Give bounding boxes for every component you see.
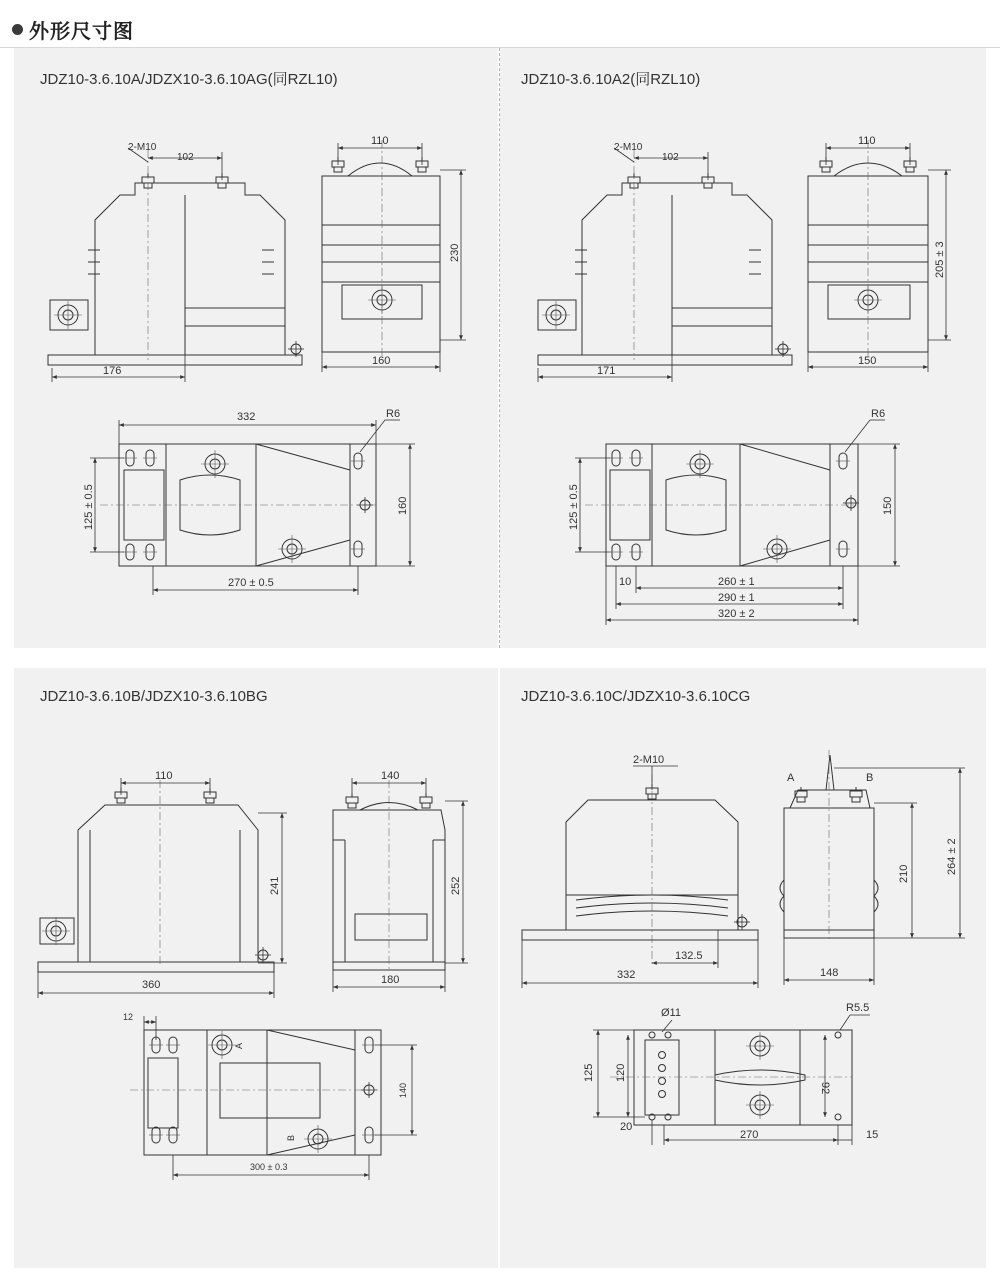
dim-label: 270 <box>740 1129 759 1141</box>
dim-label: B <box>866 772 874 784</box>
dim-label: 332 <box>237 411 256 423</box>
panel-3-top-view <box>130 1030 381 1155</box>
panel-4-top-view <box>610 1030 852 1125</box>
dim-label: 270 ± 0.5 <box>228 577 274 589</box>
dim-label: 10 <box>619 576 632 588</box>
dim-label: 20 <box>620 1121 633 1133</box>
dim-label: 210 <box>898 864 910 883</box>
dim-label: 360 <box>142 979 161 991</box>
dim-label: 125 <box>583 1063 595 1082</box>
dim-label: 230 <box>449 243 461 262</box>
panel-3-side-view <box>333 780 445 970</box>
panel-1-side-view <box>322 140 440 360</box>
dim-label: 260 ± 1 <box>718 576 755 588</box>
dim-label: 264 ± 2 <box>946 838 958 875</box>
dim-label: 140 <box>381 770 400 782</box>
dim-label: 290 ± 1 <box>718 592 755 604</box>
panel-4-side-view <box>780 750 878 940</box>
dim-label: R6 <box>386 408 401 420</box>
panel-3-front-view <box>38 780 274 972</box>
dim-label: 252 <box>450 876 462 895</box>
dim-label: 150 <box>858 355 877 367</box>
dim-label: 125 ± 0.5 <box>83 484 95 530</box>
dim-label: 102 <box>177 152 194 163</box>
dim-label: 2-M10 <box>614 142 643 153</box>
panel-4-front-view <box>522 775 758 965</box>
dim-label: 150 <box>882 496 894 515</box>
panel-1-top-view <box>100 444 376 566</box>
panel-2-top-view <box>585 444 859 566</box>
dim-label: 110 <box>155 770 173 782</box>
panel-3-front-dims <box>38 778 287 998</box>
dim-label: 300 ± 0.3 <box>250 1162 288 1172</box>
dim-label: 332 <box>617 969 636 981</box>
dim-label: Ø11 <box>661 1007 681 1019</box>
panel-1-front-view <box>48 150 304 365</box>
dim-label: 110 <box>858 135 876 147</box>
dim-label: 148 <box>820 967 839 979</box>
section-title: 外形尺寸图 <box>29 20 134 43</box>
dim-label: R6 <box>871 408 886 420</box>
dim-label: 2-M10 <box>633 754 665 766</box>
dim-label: 180 <box>381 974 400 986</box>
panel-4-front-dims <box>522 766 758 988</box>
panel-3-title: JDZ10-3.6.10B/JDZX10-3.6.10BG <box>40 688 268 705</box>
dim-label: 120 <box>615 1063 627 1082</box>
dim-label: B <box>286 1134 296 1141</box>
dim-label: 12 <box>123 1012 134 1022</box>
dim-label: 2-M10 <box>128 142 157 153</box>
dim-label: 110 <box>371 135 389 147</box>
dim-label: 320 ± 2 <box>718 608 755 620</box>
dim-label: 102 <box>662 152 679 163</box>
panel-2-side-dims <box>808 143 951 372</box>
panel-2-front-view <box>538 150 792 365</box>
dim-label: 125 ± 0.5 <box>568 484 580 530</box>
panel-2-title: JDZ10-3.6.10A2(同RZL10) <box>521 71 701 88</box>
panel-1-title: JDZ10-3.6.10A/JDZX10-3.6.10AG(同RZL10) <box>40 71 338 88</box>
dim-label: 132.5 <box>675 950 703 962</box>
dim-label: A <box>787 772 795 784</box>
dim-label: 241 <box>269 876 281 895</box>
panel-4-title: JDZ10-3.6.10C/JDZX10-3.6.10CG <box>521 688 751 705</box>
panel-2-side-view <box>808 140 928 360</box>
dim-label: 160 <box>397 496 409 515</box>
dim-label: 160 <box>372 355 391 367</box>
dim-label: A <box>234 1042 244 1049</box>
dim-label: 15 <box>866 1129 879 1141</box>
panel-1-side-dims <box>322 143 466 372</box>
dim-label: R5.5 <box>846 1002 870 1014</box>
dim-label: 171 <box>597 365 616 377</box>
dim-label: 205 ± 3 <box>934 241 946 278</box>
dim-label: 140 <box>398 1082 408 1098</box>
panel-1-top-dims <box>90 420 415 595</box>
dim-label: 92 <box>819 1082 831 1095</box>
dim-label: 176 <box>103 365 122 377</box>
